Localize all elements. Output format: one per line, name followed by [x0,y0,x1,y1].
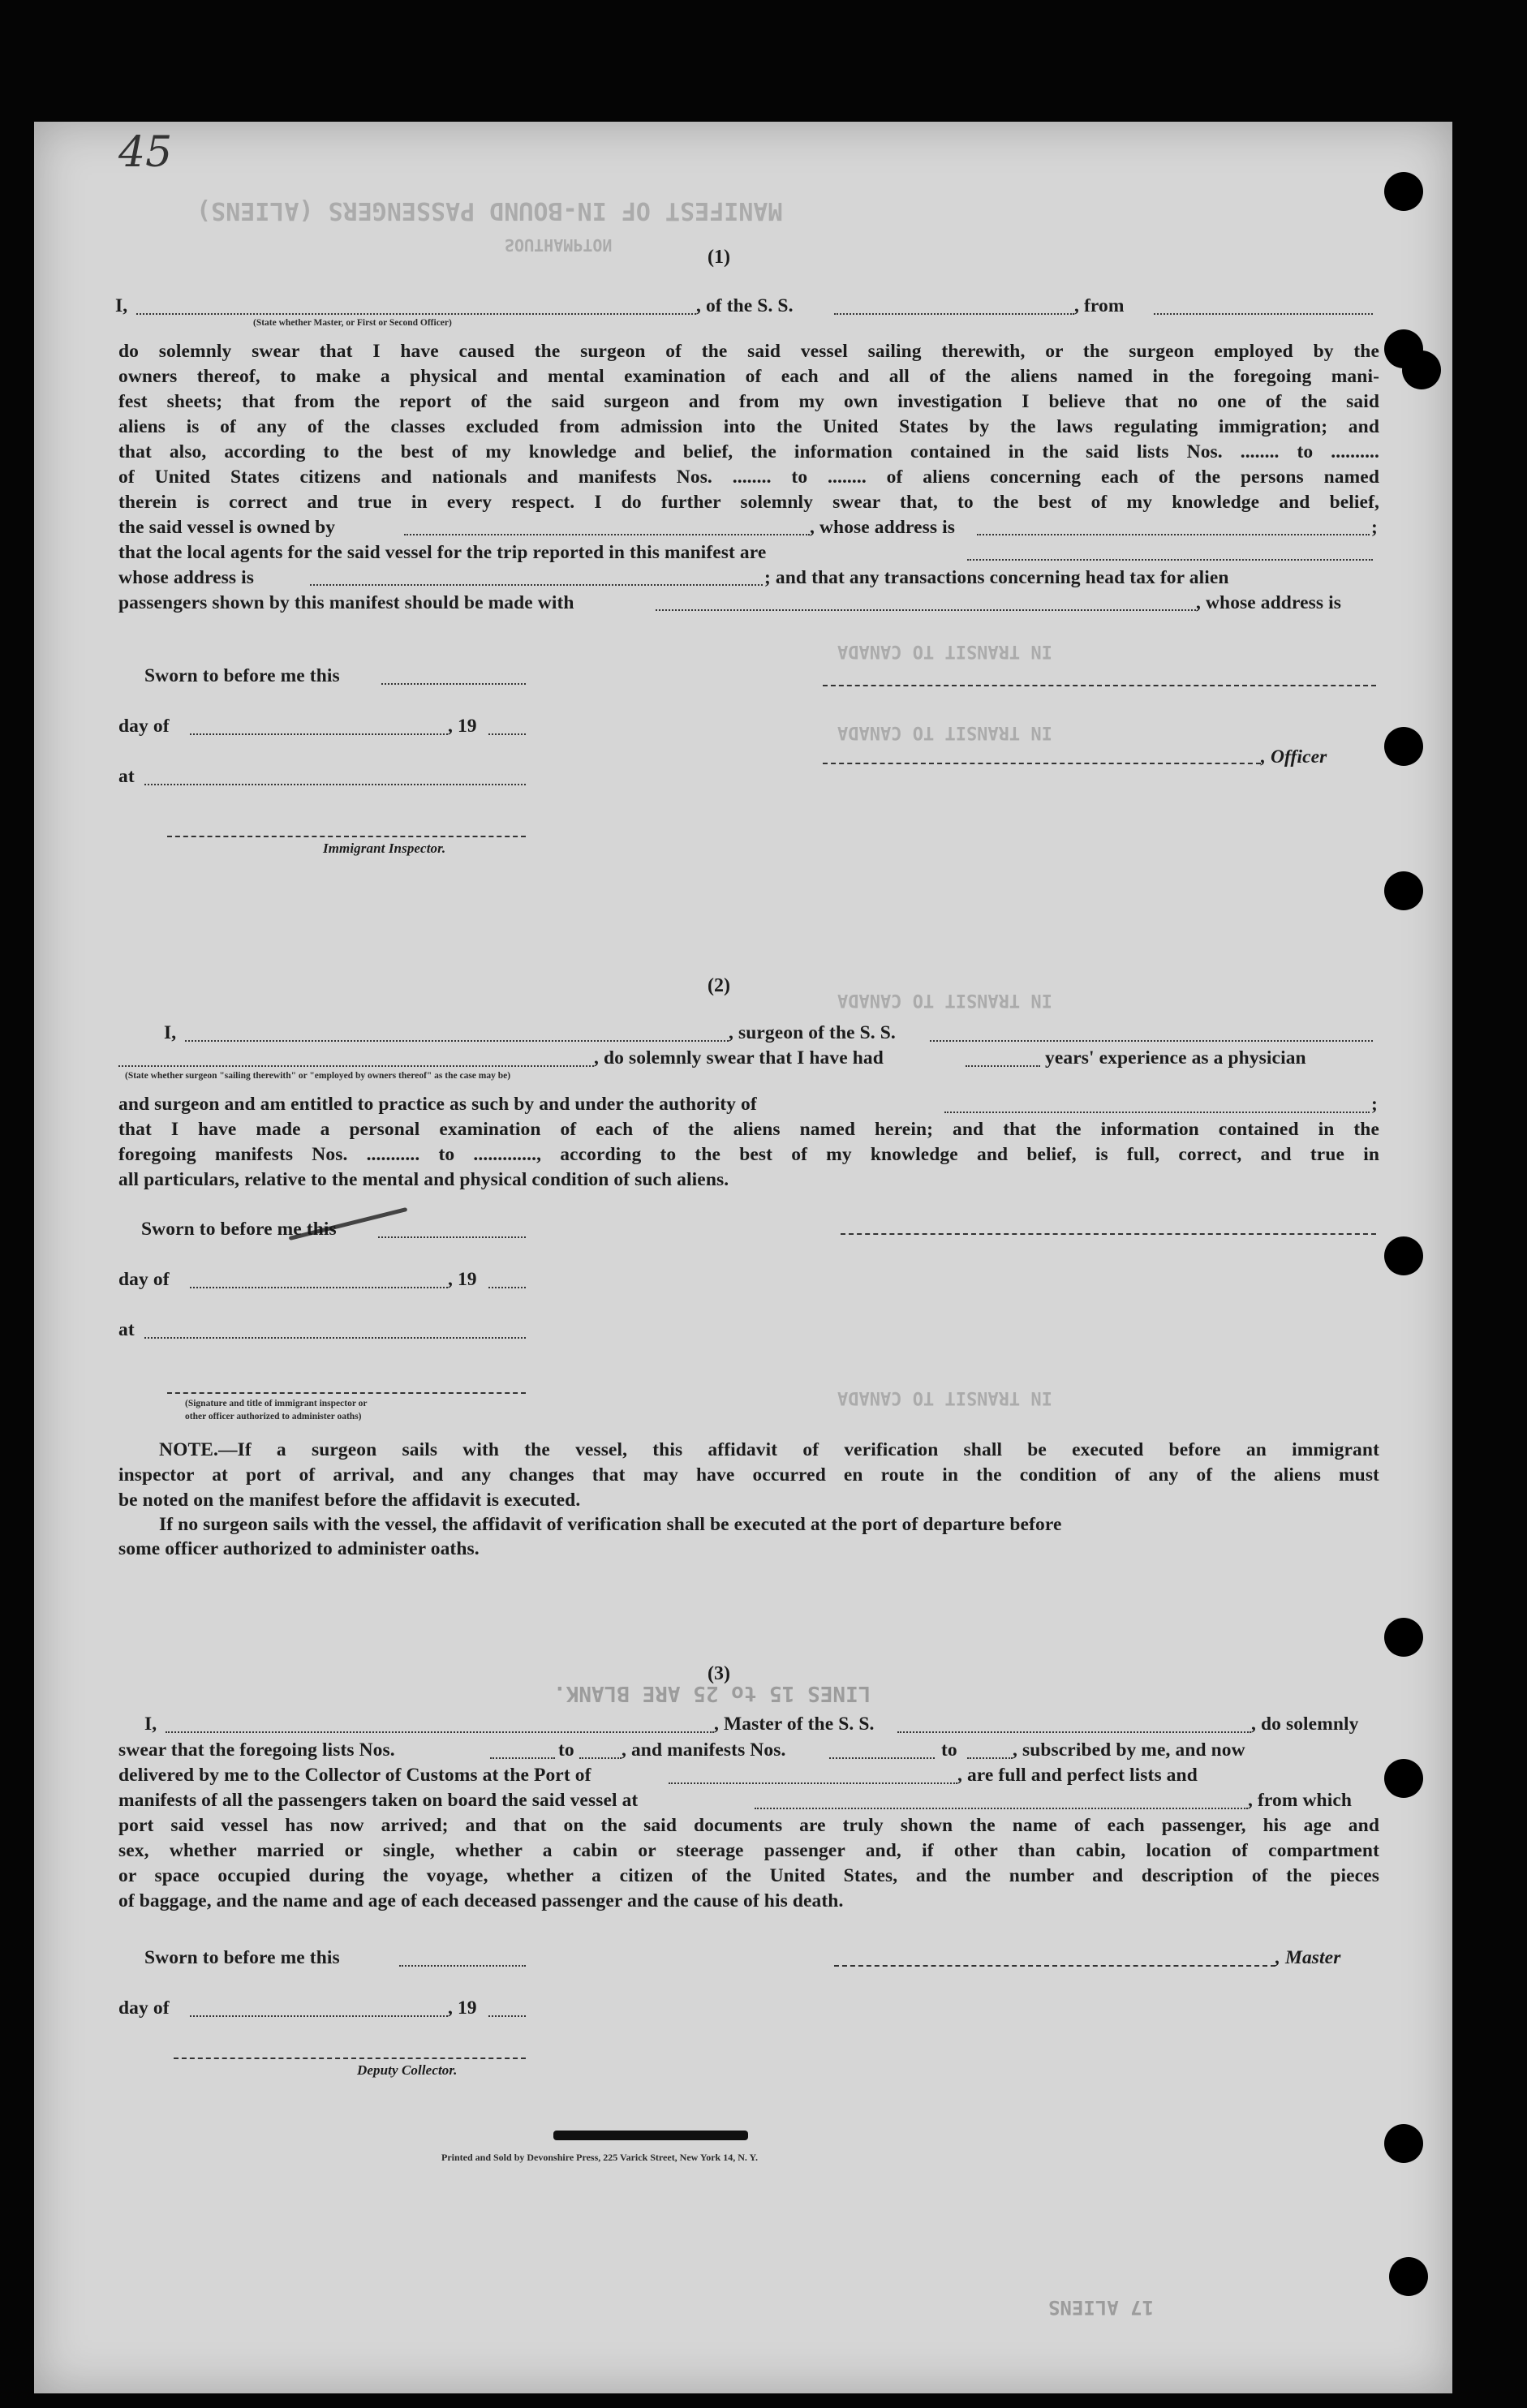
s1-body-3: aliens is of any of the classes excluded from admission into the United States by the laws regulating immigration; and [118,416,1379,437]
s2-authority-line [944,1112,1370,1113]
s3-line1-ship: , Master of the S. S. [714,1714,875,1735]
s2-sig-note-1: (Signature and title of immigrant inspector or [185,1399,368,1408]
s2-year: , 19 [448,1269,477,1290]
s3-lists-to: to [558,1739,574,1761]
s1-inspector: Immigrant Inspector. [323,841,446,856]
binder-hole-7 [1384,1618,1423,1657]
s3-body-0: port said vessel has now arrived; and that on the said documents are truly shown the name of each passenger, his age and [118,1815,1379,1836]
s2-sig-note-2: other officer authorized to administer oaths) [185,1412,362,1421]
s1-officer-sig-top [823,685,1376,686]
s1-sworn-line [381,683,526,685]
bottom-blot [553,2131,748,2140]
s3-port-line [669,1782,957,1784]
s1-address: whose address is [118,567,255,588]
s2-body-2: all particulars, relative to the mental and physical condition of such aliens. [118,1169,729,1190]
note-line-2: be noted on the manifest before the affidavit is executed. [118,1490,581,1511]
s3-board-line [755,1808,1248,1809]
s3-body-3: of baggage, and the name and age of each deceased passenger and the cause of his death. [118,1890,844,1911]
s3-lists: swear that the foregoing lists Nos. [118,1739,395,1761]
s2-authority: and surgeon and am entitled to practice as such by and under the authority of [118,1094,757,1115]
s3-line1-i: I, [144,1714,157,1735]
s1-owner-address-line [977,534,1370,535]
s3-line1-solemnly: , do solemnly [1251,1714,1359,1735]
note-line-3: If no surgeon sails with the vessel, the affidavit of verification shall be executed at the port of departure before [159,1514,1062,1535]
printer-footer: Printed and Sold by Devonshire Press, 225 Varick Street, New York 14, N. Y. [441,2152,759,2163]
s3-year: , 19 [448,1997,477,2019]
s1-body-5: of United States citizens and nationals and manifests Nos. ........ to ........ of aliens concerning each of the persons named [118,467,1379,488]
binder-hole-1 [1384,172,1423,211]
s3-from-which: , from which [1248,1790,1353,1811]
bleed-stamp: LINES 15 to 25 ARE BLANK. [553,1681,871,1705]
s2-signature-line [841,1233,1376,1235]
s1-ship-line [834,313,1074,315]
note-line-0: NOTE.—If a surgeon sails with the vessel, this affidavit of verification shall be executed before an immigrant [159,1439,1379,1460]
s3-manifests-to-line [967,1757,1013,1759]
s1-owner-address: , whose address is [810,517,955,538]
s2-body-1: foregoing manifests Nos. ........... to ............., according to the best of my knowledge and belief, is full, correct, and true in [118,1144,1379,1165]
s1-body-1: owners thereof, to make a physical and mental examination of each and all of the aliens named in the foregoing mani- [118,366,1379,387]
bleed-port: SOUTHAMPTON [505,235,613,255]
s3-day-line [190,2015,448,2017]
s3-day-of: day of [118,1997,170,2019]
s3-subscribed: , subscribed by me, and now [1013,1739,1245,1761]
section-1-number: (1) [708,247,730,268]
s1-day-line [190,733,448,735]
s1-passengers-address: , whose address is [1196,592,1341,613]
s1-body-6: therein is correct and true in every respect. I do further solemnly swear that, to the best of my knowledge and belief, [118,492,1379,513]
s2-line2-years: years' experience as a physician [1045,1047,1306,1069]
section-3-number: (3) [708,1663,730,1684]
bleed-transit-1: IN TRANSIT TO CANADA [837,641,1052,661]
bleed-transit-4: IN TRANSIT TO CANADA [837,1387,1052,1408]
s2-sworn-line [378,1236,526,1238]
s1-semicolon-1: ; [1371,517,1378,538]
s1-agents: that the local agents for the said vessel for the trip reported in this manifest are [118,542,767,563]
bleed-transit-2: IN TRANSIT TO CANADA [837,722,1052,742]
binder-hole-5 [1384,871,1423,910]
s3-collector: delivered by me to the Collector of Customs at the Port of [118,1765,591,1786]
s2-day-line [190,1287,448,1288]
s3-sworn: Sworn to before me this [144,1947,340,1968]
bleed-count: 17 ALIENS [1048,2296,1155,2319]
s3-manifests: , and manifests Nos. [622,1739,786,1761]
s3-sworn-line [399,1965,526,1967]
s2-name-line [185,1040,729,1042]
s1-owner-line [404,534,810,535]
binder-hole-9 [1384,2124,1423,2163]
s1-body-4: that also, according to the best of my knowledge and belief, the information contained in the said lists Nos. ........ to .......... [118,441,1379,462]
bleed-transit-3: IN TRANSIT TO CANADA [837,990,1052,1010]
binder-hole-3 [1402,350,1441,389]
s1-passengers: passengers shown by this manifest should be made with [118,592,574,613]
s2-sailing-note: (State whether surgeon "sailing therewith" or "employed by owners thereof" as the case may be) [125,1071,511,1081]
binder-hole-10 [1389,2257,1428,2296]
s1-at: at [118,766,135,787]
s2-body-0: that I have made a personal examination of each of the aliens named herein; and that the information contained in the [118,1119,1379,1140]
corner-mark: 45 [118,128,173,177]
binder-hole-6 [1384,1236,1423,1275]
s1-head-tax: ; and that any transactions concerning head tax for alien [764,567,1229,588]
s3-manifests-from [829,1757,935,1759]
s2-line1-ship: , surgeon of the S. S. [729,1022,896,1043]
s1-line1-ship: , of the S. S. [696,295,794,316]
s2-ship-line [930,1040,1373,1042]
s3-collector-sig [174,2058,526,2059]
s1-address-line [310,584,763,586]
s2-semicolon: ; [1371,1094,1378,1115]
s2-sworn: Sworn to before me this [141,1219,337,1240]
s3-body-2: or space occupied during the voyage, whether a citizen of the United States, and the number and description of the pieces [118,1865,1379,1886]
note-line-1: inspector at port of arrival, and any changes that may have occurred en route in the condition of any of the aliens must [118,1464,1379,1486]
s2-line1-i: I, [164,1022,177,1043]
s1-officer-sig [823,763,1261,764]
s2-year-line [488,1287,526,1288]
s3-lists-from [490,1757,555,1759]
s2-years-line [966,1065,1040,1067]
s3-master-sig [834,1965,1275,1967]
bleed-title: MANIFEST OF IN-BOUND PASSENGERS (ALIENS) [196,196,783,225]
s3-name-line [166,1731,714,1733]
binder-hole-4 [1384,727,1423,766]
manifest-page [34,122,1452,2393]
binder-hole-8 [1384,1759,1423,1798]
s1-year: , 19 [448,716,477,737]
s1-day-of: day of [118,716,170,737]
note-line-4: some officer authorized to administer oaths. [118,1538,480,1559]
section-2-number: (2) [708,975,730,996]
s1-agents-line [967,559,1373,561]
s1-officer: , Officer [1261,746,1327,768]
s3-manifests-all: manifests of all the passengers taken on board the said vessel at [118,1790,639,1811]
s1-sworn: Sworn to before me this [144,665,340,686]
s1-owned-by: the said vessel is owned by [118,517,336,538]
s2-inspector-sig [167,1392,526,1394]
s2-line2: , do solemnly swear that I have had [594,1047,884,1069]
s1-passengers-line [656,609,1196,611]
s3-perfect-lists: , are full and perfect lists and [957,1765,1198,1786]
s3-year-line [488,2015,526,2017]
s2-at-line [144,1337,526,1339]
s1-line1-from: , from [1074,295,1125,316]
s2-sailing-line [118,1065,594,1067]
s1-title-note: (State whether Master, or First or Second Officer) [253,318,452,328]
s1-year-line [488,733,526,735]
s3-ship-line [897,1731,1251,1733]
s2-day-of: day of [118,1269,170,1290]
s1-body-2: fest sheets; that from the report of the said surgeon and from my own investigation I believe that no one of the said [118,391,1379,412]
s1-from-line [1154,313,1373,315]
s1-inspector-sig [167,836,526,837]
s1-line1-i: I, [115,295,128,316]
s3-master: , Master [1275,1947,1341,1968]
s3-deputy-collector: Deputy Collector. [357,2062,458,2078]
s1-body-0: do solemnly swear that I have caused the surgeon of the said vessel sailing therewith, or the surgeon employed by the [118,341,1379,362]
s3-lists-to-line [579,1757,622,1759]
s2-at: at [118,1319,135,1340]
s3-manifests-to: to [941,1739,957,1761]
s1-name-line [136,313,696,315]
s3-body-1: sex, whether married or single, whether a cabin or steerage passenger and, if other than cabin, location of compartment [118,1840,1379,1861]
s1-at-line [144,784,526,785]
